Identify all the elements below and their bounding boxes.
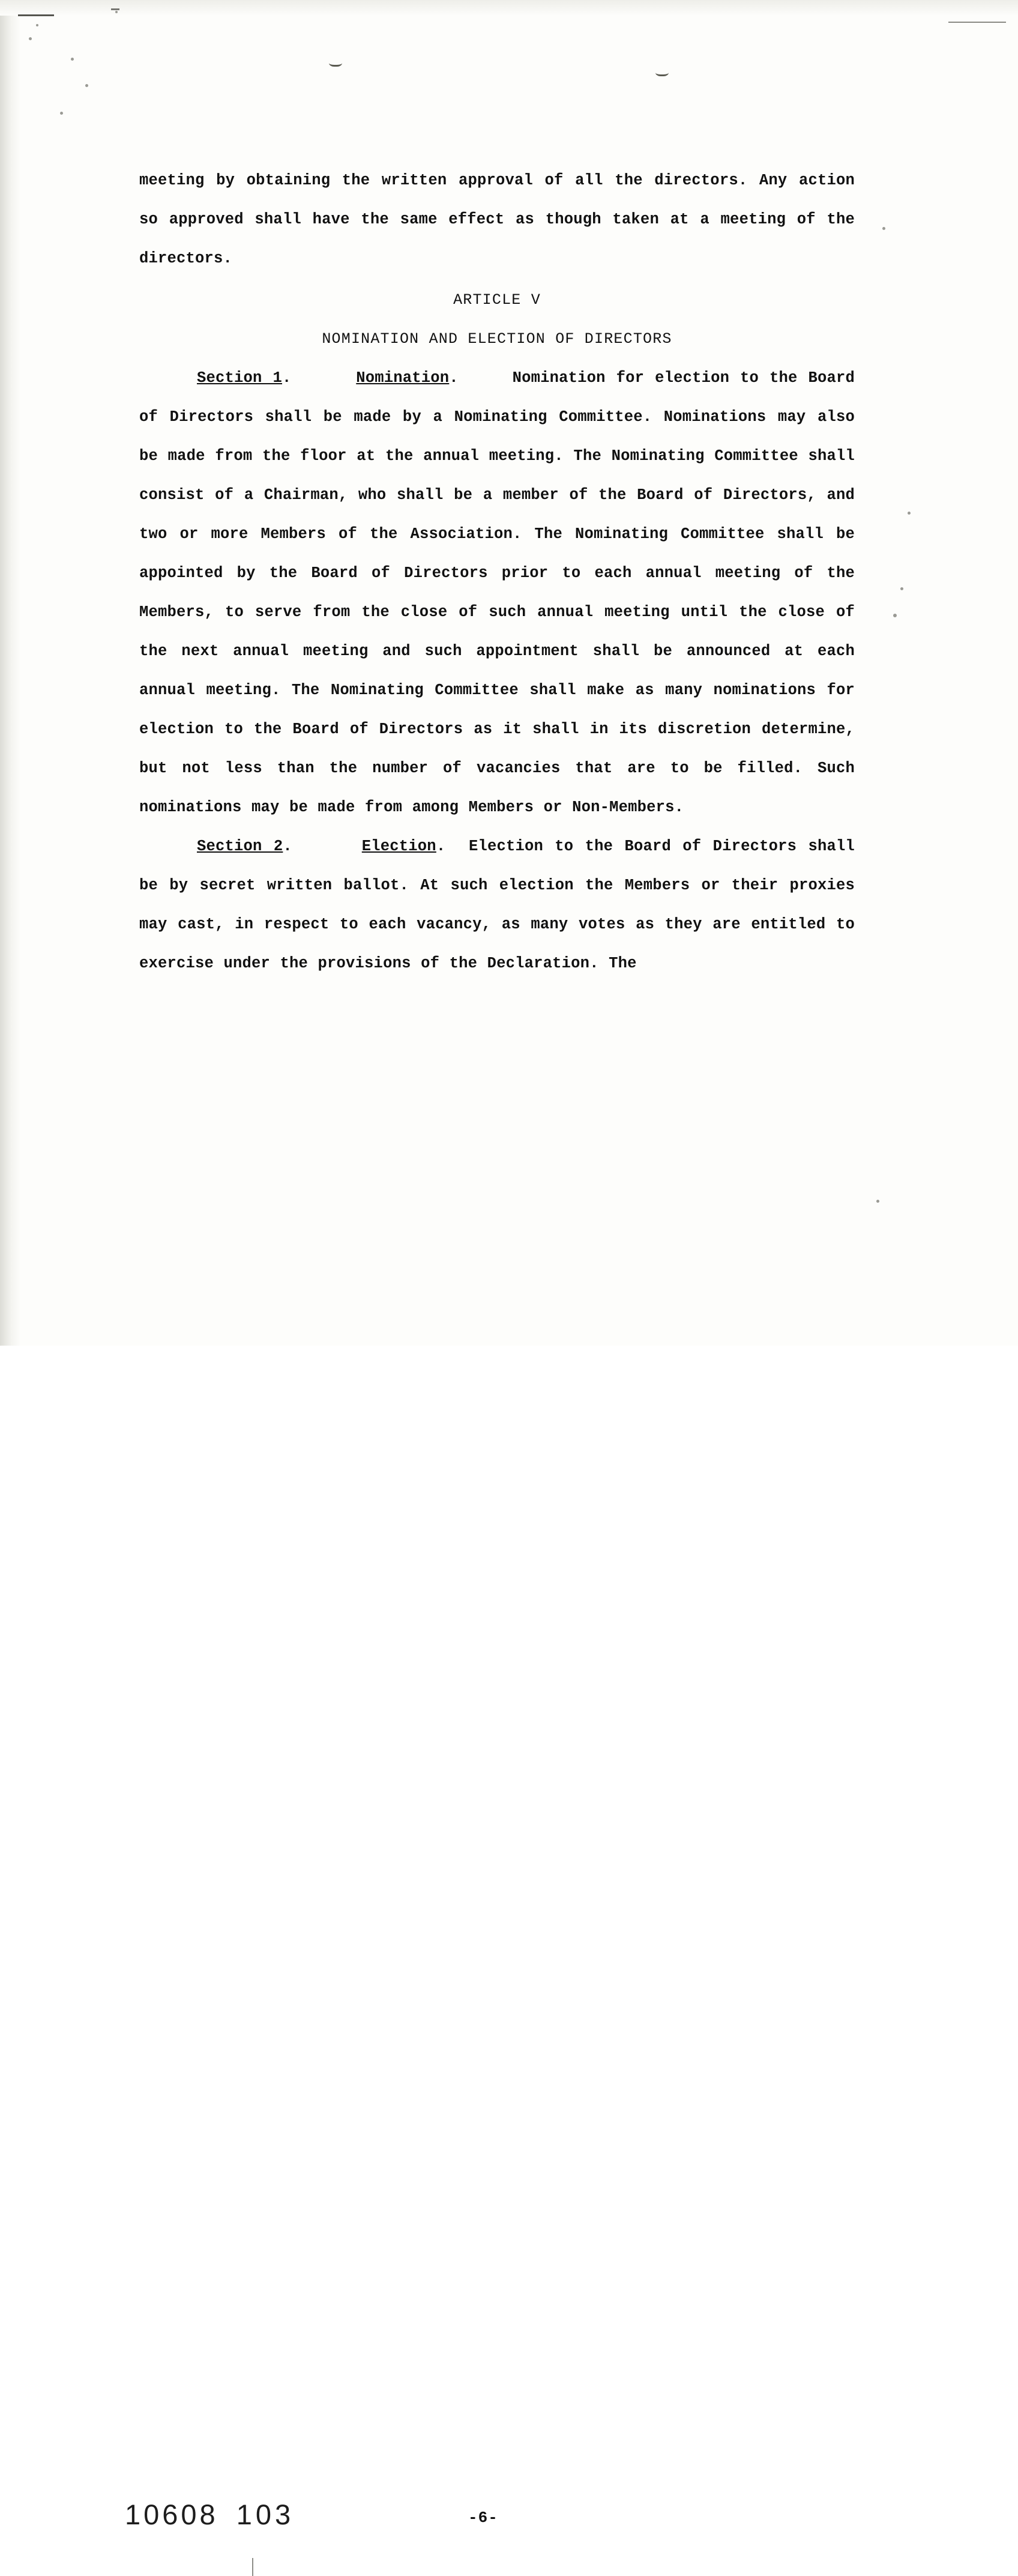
scan-speck (882, 227, 885, 230)
scan-artifact-curve-left (329, 58, 342, 67)
document-body (139, 161, 855, 983)
scan-speck (60, 112, 63, 115)
scan-speck (908, 512, 911, 515)
section-1-text: Nomination for election to the Board of Directors shall be made by a Nominating Committee. Nominations may also be made from the floor at the annual meeting. The Nominating Committee shall consist of a Chairman, who shall be a member of the Board of Directors, and two or more Members of the Association. The Nominating Committee shall be appointed by the Board of Directors prior to each annual meeting of the Members, to serve from the close of such annual meeting until the close of the next annual meeting and such appointment shall be announced at each annual meeting. The Nominating Committee shall make as many nominations for election to the Board of Directors as it shall in its discretion determine, but not less than the number of vacancies that are to be filled. Such nominations may be made from among Members or Non-Members. (139, 369, 855, 816)
scan-artifact-rule (18, 14, 54, 16)
scan-artifact-bottom-tick (252, 2558, 253, 2576)
article-heading: ARTICLE V (453, 291, 541, 309)
archive-stamp (125, 2498, 294, 2531)
scan-speck (29, 37, 32, 40)
section-2-paragraph: Section 2. Election. Election to the Board of Directors shall be by secret written ballot. At such election the Members or their proxies may cast, in respect to each vacancy, as many votes as they are entitled to exercise under the provisions of the Declaration. The (139, 838, 855, 972)
section-2-title: Election (361, 838, 436, 855)
scan-speck (115, 11, 118, 13)
scan-edge-top (0, 0, 1018, 16)
scan-speck (85, 84, 88, 87)
section-1-number: Section 1 (197, 369, 282, 387)
article-subheading: NOMINATION AND ELECTION OF DIRECTORS (322, 330, 672, 348)
page-number: -6- (468, 2509, 498, 2527)
paragraph-opening: meeting by obtaining the written approval of all the directors. Any action so approved shall have the same effect as though taken at a meeting of the directors. (139, 172, 855, 267)
section-2-number: Section 2 (197, 838, 283, 855)
page-footer (0, 1237, 1018, 2530)
scan-edge-left (0, 0, 20, 1346)
section-1-paragraph: Section 1. Nomination. Nomination for election to the Board of Directors shall be made by a Nominating Committee. Nominations may also be made from the floor at the annual meeting. The Nominating Committee shall consist of a Chairman, who shall be a member of the Board of Directors, and two or more Members of the Association. The Nominating Committee shall be appointed by the Board of Directors prior to each annual meeting of the Members, to serve from the close of such annual meeting until the close of the next annual meeting and such appointment shall be announced at each annual meeting. The Nominating Committee shall make as many nominations for election to the Board of Directors as it shall in its discretion determine, but not less than the number of vacancies that are to be filled. Such nominations may be made from among Members or Non-Members. (139, 369, 855, 816)
scan-speck (876, 1200, 879, 1203)
archive-stamp-number: 10608 (125, 2499, 218, 2530)
scan-speck (71, 58, 74, 61)
scan-speck (900, 587, 903, 590)
section-2-text: Election to the Board of Directors shall be by secret written ballot. At such election the Members or their proxies may cast, in respect to each vacancy, as many votes as they are entitled to exercise under the provisions of the Declaration. The (139, 838, 855, 972)
archive-stamp-sequence: 103 (236, 2499, 295, 2530)
scan-artifact-curve-right (655, 67, 669, 76)
scan-speck (893, 614, 897, 617)
section-1-title: Nomination (356, 369, 450, 387)
scan-artifact-tick-left (111, 8, 119, 10)
scan-artifact-tick-right (948, 22, 1006, 23)
scan-speck (36, 24, 38, 26)
